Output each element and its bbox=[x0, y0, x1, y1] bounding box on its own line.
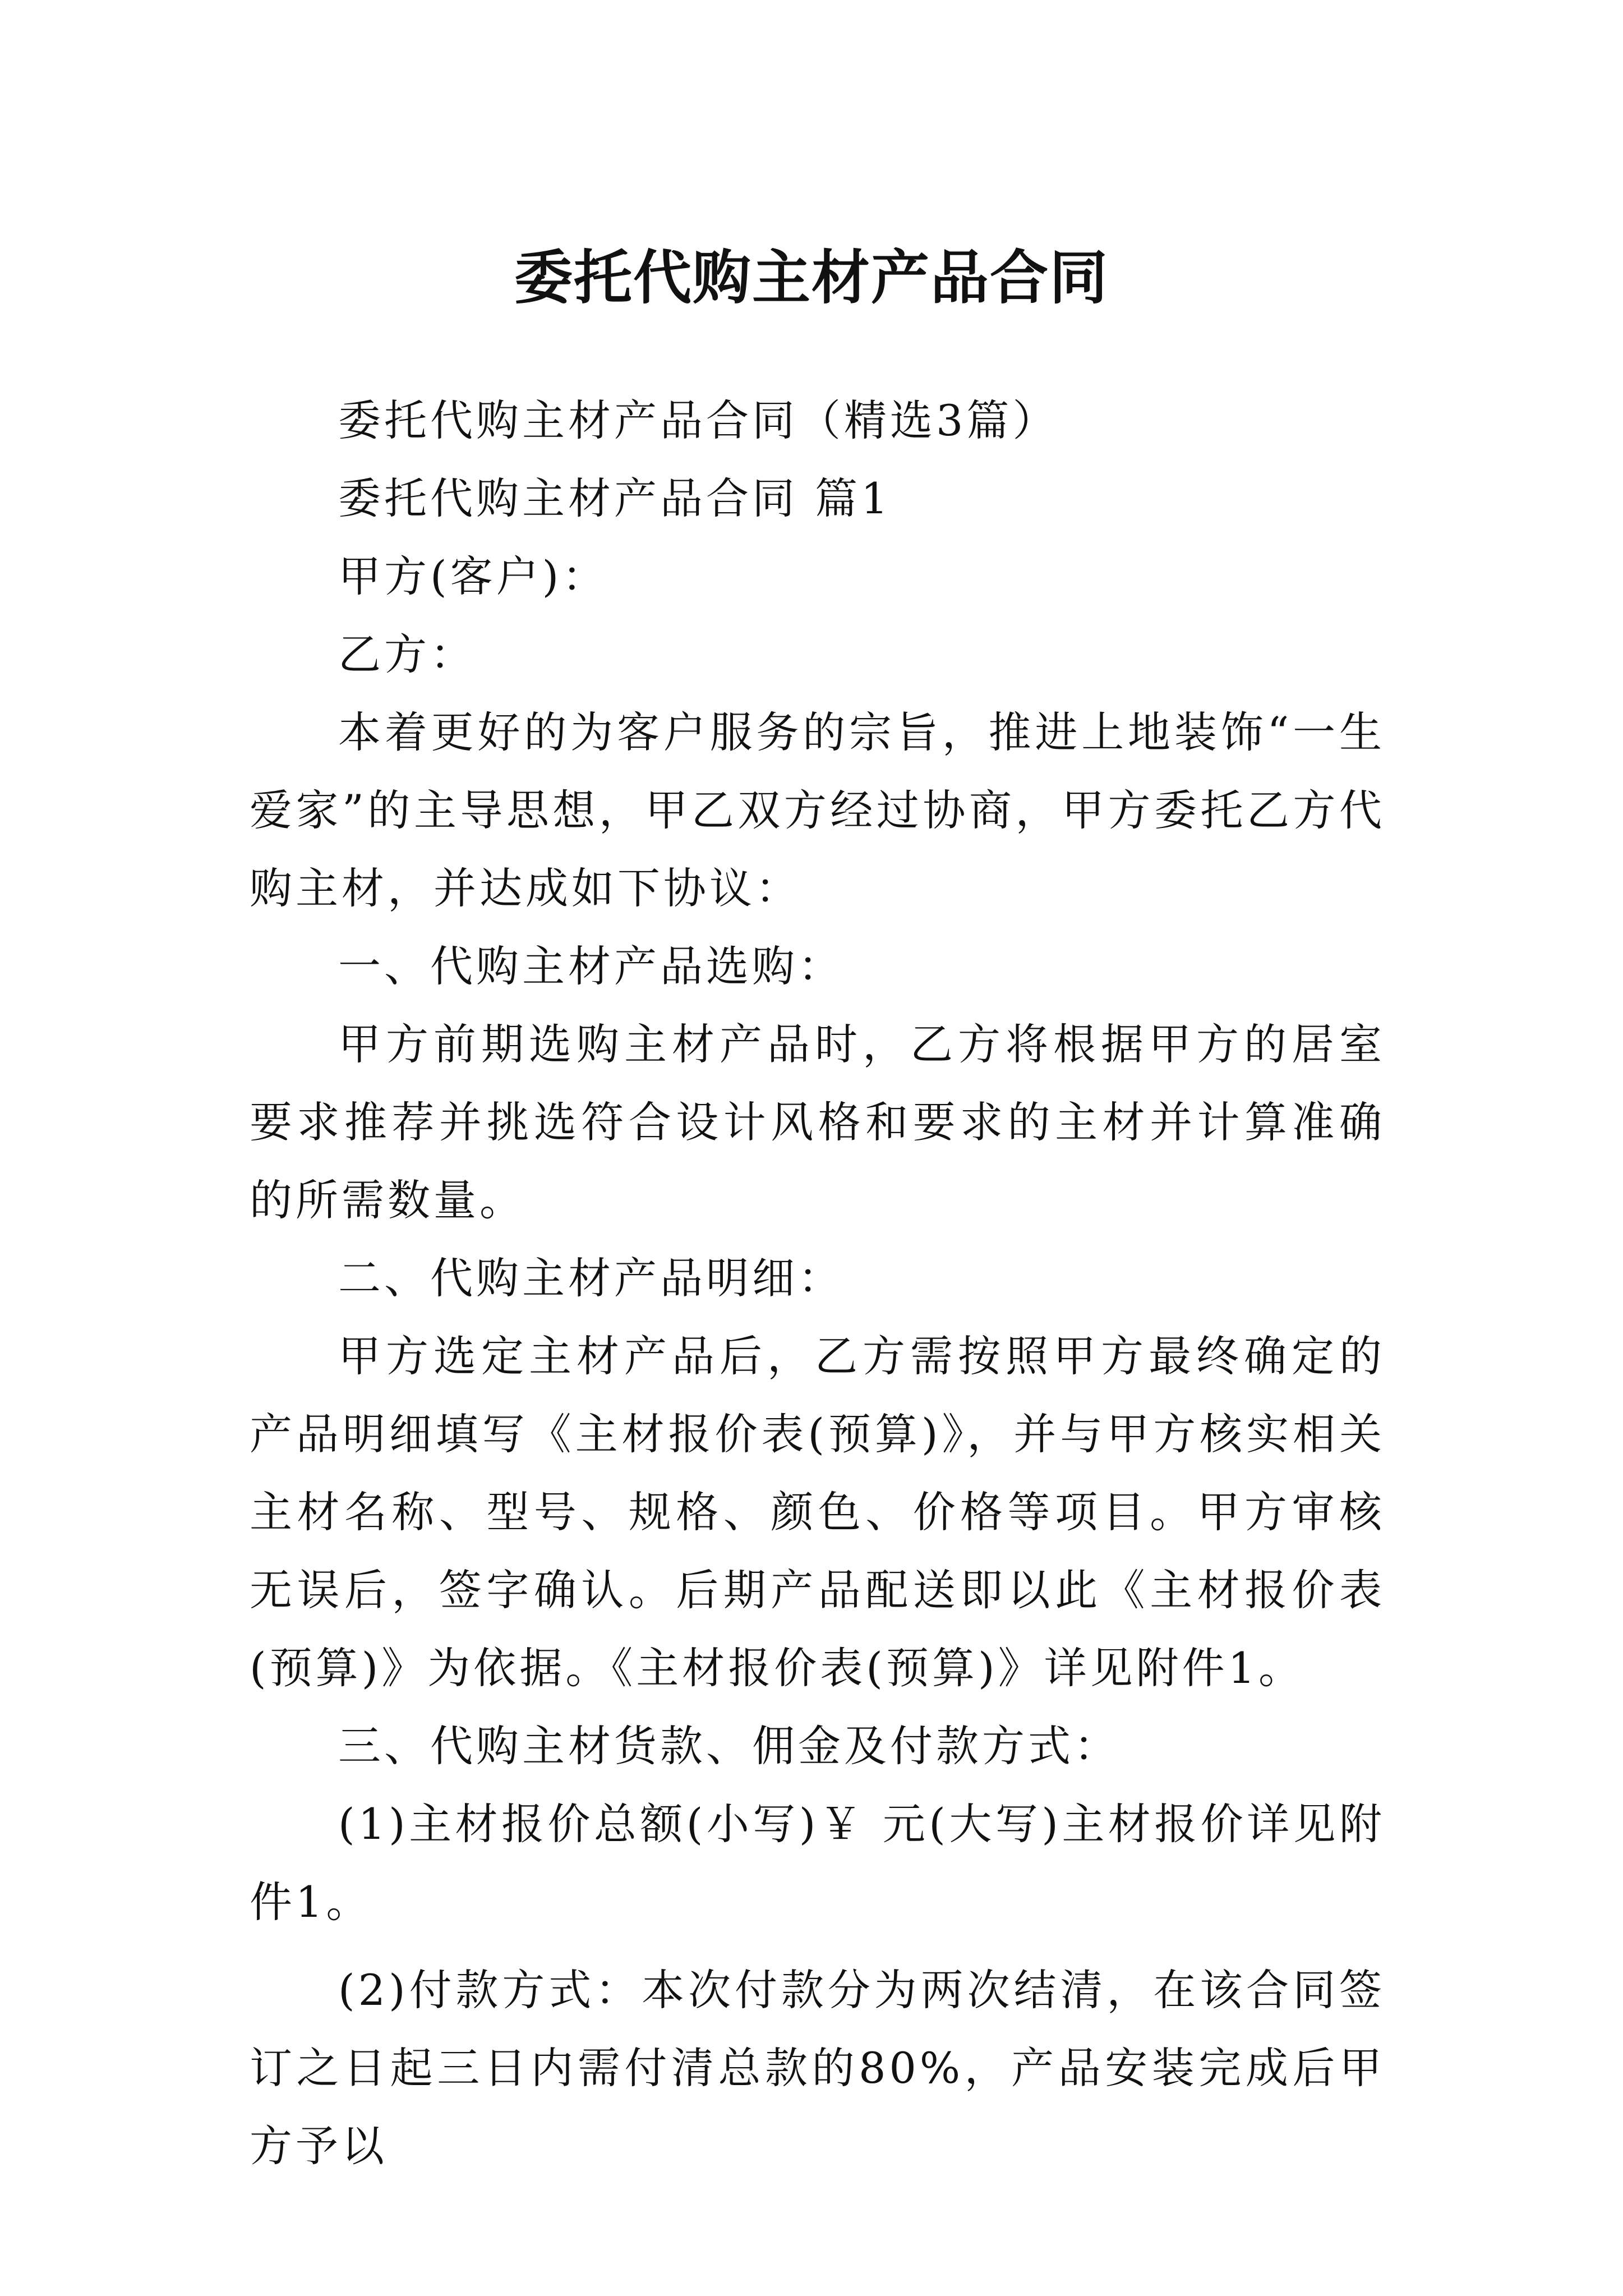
paragraph-clause-1-text: 甲方前期选购主材产品时，乙方将根据甲方的居室要求推荐并挑选符合设计风格和要求的主材并计算准确的所需数量。 bbox=[250, 1019, 1385, 1225]
paragraph-section-heading: 委托代购主材产品合同 篇1 bbox=[338, 473, 892, 523]
paragraph-party-b: 乙方： bbox=[338, 629, 476, 679]
paragraph-clause-3-heading: 三、代购主材货款、佣金及付款方式： bbox=[338, 1721, 1120, 1771]
document-title: 委托代购主材产品合同 bbox=[514, 243, 1109, 312]
paragraph-clause-2-heading: 二、代购主材产品明细： bbox=[338, 1253, 844, 1303]
document-body bbox=[250, 381, 1385, 2185]
paragraph-party-a: 甲方(客户)： bbox=[338, 551, 608, 601]
paragraph-clause-2-text: 甲方选定主材产品后，乙方需按照甲方最终确定的产品明细填写《主材报价表(预算)》，并与甲方核实相关主材名称、型号、规格、颜色、价格等项目。甲方审核无误后，签字确认。后期产品配送即以此《主材报价表(预算)》为依据。《主材报价表(预算)》详见附件1。 bbox=[250, 1331, 1385, 1693]
paragraph-clause-3-item-2: (2)付款方式：本次付款分为两次结清，在该合同签订之日起三日内需付清总款的80%，产品安装完成后甲方予以 bbox=[250, 1965, 1385, 2171]
paragraph-clause-3-item-1: (1)主材报价总额(小写)￥ 元(大写)主材报价详见附件1。 bbox=[250, 1799, 1385, 1927]
paragraph-preamble: 本着更好的为客户服务的宗旨，推进上地装饰“一生爱家”的主导思想，甲乙双方经过协商，甲方委托乙方代购主材，并达成如下协议： bbox=[250, 707, 1385, 913]
paragraph-subtitle: 委托代购主材产品合同（精选3篇） bbox=[338, 395, 1059, 445]
paragraph-clause-1-heading: 一、代购主材产品选购： bbox=[338, 941, 844, 991]
